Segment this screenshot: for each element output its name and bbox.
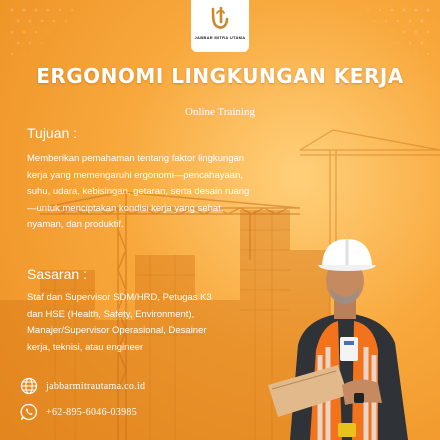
sasaran-line: kerja, teknisi, atau engineer bbox=[27, 341, 144, 353]
tujuan-line: Memberikan pemahaman tentang faktor lingkungan bbox=[27, 153, 245, 164]
logo-mark-icon bbox=[207, 5, 233, 33]
globe-icon bbox=[20, 377, 38, 395]
tujuan-description bbox=[27, 151, 249, 234]
sasaran-line: Manajer/Supervisor Operasional, Desainer bbox=[27, 325, 207, 336]
page-title: ERGONOMI LINGKUNGAN KERJA bbox=[36, 64, 404, 88]
tujuan-line: kerja yang memengaruhi ergonomi—pencahayaan, bbox=[27, 169, 243, 181]
website-contact[interactable] bbox=[20, 377, 145, 395]
phone-text[interactable]: +62-895-6046-03985 bbox=[46, 406, 138, 418]
sasaran-line: Staf dan Supervisor SDM/HRD, Petugas K3 bbox=[27, 292, 212, 303]
tujuan-line: —untuk menciptakan kondisi kerja yang sehat, bbox=[27, 202, 224, 214]
worker-photo bbox=[250, 225, 440, 440]
website-text[interactable]: jabbarmitrautama.co.id bbox=[46, 380, 146, 392]
sasaran-heading: Sasaran : bbox=[27, 266, 87, 282]
training-type: Online Training bbox=[185, 106, 255, 118]
sasaran-description bbox=[27, 290, 212, 356]
tujuan-line: nyaman, dan produktif. bbox=[27, 219, 124, 230]
tujuan-line: suhu, udara, kebisingan, getaran, serta desain ruang bbox=[27, 186, 250, 197]
company-logo bbox=[191, 0, 249, 52]
phone-contact[interactable] bbox=[20, 403, 137, 421]
sasaran-line: dan HSE (Health, Safety, Environment), bbox=[27, 308, 195, 320]
whatsapp-icon bbox=[20, 403, 38, 421]
logo-text: JABBAR MITRA UTAMA bbox=[194, 35, 246, 40]
tujuan-heading: Tujuan : bbox=[27, 125, 78, 141]
